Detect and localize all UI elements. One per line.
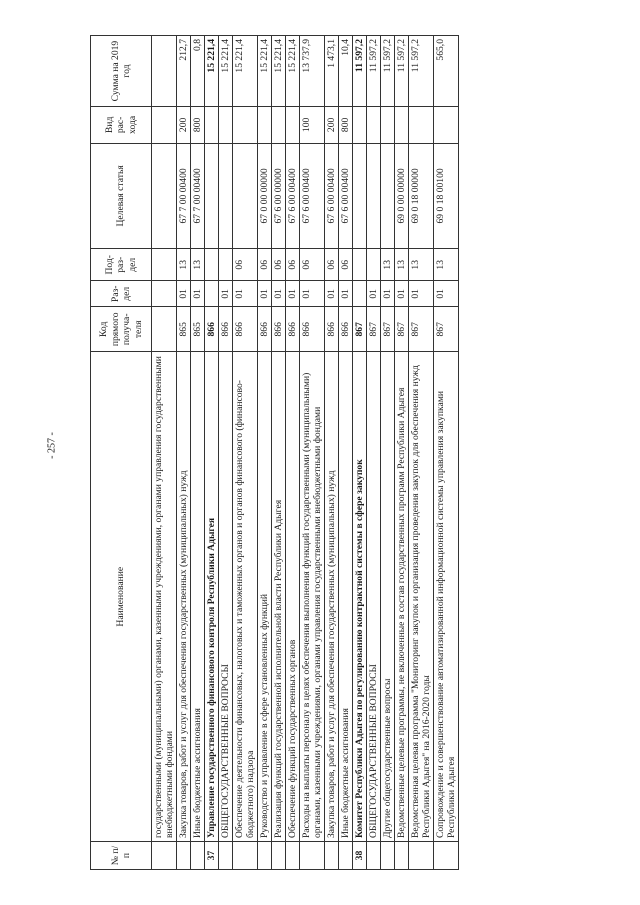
cell-vr: [381, 107, 395, 144]
cell-num: [395, 842, 409, 870]
cell-vr: [434, 107, 459, 144]
cell-code: 866: [272, 307, 286, 352]
header-code: Код прямого получа-теля: [91, 307, 152, 352]
table-row: [152, 36, 177, 870]
cell-rz: 01: [191, 281, 205, 307]
cell-rz: 01: [286, 281, 300, 307]
cell-pr: [205, 249, 219, 281]
table-row: [258, 36, 272, 870]
table-row: [353, 36, 367, 870]
table-row: [367, 36, 381, 870]
cell-rz: 01: [177, 281, 191, 307]
cell-sum: 15 221,4: [219, 36, 233, 107]
cell-sum: 15 221,4: [258, 36, 272, 107]
cell-code: 866: [205, 307, 219, 352]
cell-pr: [367, 249, 381, 281]
cell-rz: [152, 281, 177, 307]
cell-code: 867: [434, 307, 459, 352]
table-row: [272, 36, 286, 870]
cell-cs: [381, 143, 395, 248]
cell-pr: 13: [177, 249, 191, 281]
header-razdel: Раз-дел: [91, 281, 152, 307]
cell-num: 38: [353, 842, 367, 870]
cell-rz: 01: [233, 281, 258, 307]
cell-rz: 01: [395, 281, 409, 307]
cell-code: 865: [177, 307, 191, 352]
cell-code: 866: [258, 307, 272, 352]
cell-name: Руководство и управление в сфере установленных функций: [258, 352, 272, 842]
cell-cs: 69 0 00 00000: [395, 143, 409, 248]
cell-num: [152, 842, 177, 870]
table-row: [434, 36, 459, 870]
cell-vr: [205, 107, 219, 144]
header-sum: Сумма на 2019 год: [91, 36, 152, 107]
cell-sum: 11 597,2: [409, 36, 434, 107]
cell-vr: [367, 107, 381, 144]
cell-pr: 13: [434, 249, 459, 281]
cell-vr: [395, 107, 409, 144]
cell-vr: [152, 107, 177, 144]
table-row: [381, 36, 395, 870]
cell-num: 37: [205, 842, 219, 870]
cell-cs: [152, 143, 177, 248]
cell-name: ОБЩЕГОСУДАРСТВЕННЫЕ ВОПРОСЫ: [219, 352, 233, 842]
cell-name: Комитет Республики Адыгея по регулированию контрактной системы в сфере закупок: [353, 352, 367, 842]
cell-num: [409, 842, 434, 870]
cell-name: ОБЩЕГОСУДАРСТВЕННЫЕ ВОПРОСЫ: [367, 352, 381, 842]
cell-pr: 13: [395, 249, 409, 281]
cell-code: 866: [325, 307, 339, 352]
cell-sum: 15 221,4: [205, 36, 219, 107]
cell-vr: 800: [339, 107, 353, 144]
table-row: [409, 36, 434, 870]
cell-num: [272, 842, 286, 870]
table-row: [205, 36, 219, 870]
cell-sum: 565,0: [434, 36, 459, 107]
cell-num: [300, 842, 325, 870]
cell-cs: 67 7 00 00400: [191, 143, 205, 248]
header-podrazdel: Под-раз-дел: [91, 249, 152, 281]
cell-cs: 67 7 00 00400: [177, 143, 191, 248]
cell-cs: 67 6 00 00400: [325, 143, 339, 248]
cell-sum: 10,4: [339, 36, 353, 107]
cell-name: Обеспечение деятельности финансовых, налоговых и таможенных органов и органов финансового (финансово-бюджетного) надзора: [233, 352, 258, 842]
cell-sum: 11 597,2: [367, 36, 381, 107]
cell-num: [434, 842, 459, 870]
cell-pr: 06: [339, 249, 353, 281]
cell-code: 867: [367, 307, 381, 352]
cell-rz: 01: [300, 281, 325, 307]
cell-code: [152, 307, 177, 352]
cell-cs: 69 0 18 00100: [434, 143, 459, 248]
cell-pr: [219, 249, 233, 281]
cell-name: Другие общегосударственные вопросы: [381, 352, 395, 842]
cell-cs: 67 6 00 00400: [339, 143, 353, 248]
cell-name: Управление государственного финансового контроля Республики Адыгея: [205, 352, 219, 842]
cell-num: [258, 842, 272, 870]
rotated-page: [90, 35, 640, 870]
cell-cs: 67 0 00 00000: [258, 143, 272, 248]
cell-num: [219, 842, 233, 870]
cell-sum: [152, 36, 177, 107]
table-row: [339, 36, 353, 870]
cell-num: [339, 842, 353, 870]
cell-rz: 01: [367, 281, 381, 307]
table-row: [395, 36, 409, 870]
cell-cs: 67 6 00 00400: [300, 143, 325, 248]
cell-name: Закупка товаров, работ и услуг для обеспечения государственных (муниципальных) нужд: [325, 352, 339, 842]
cell-cs: [367, 143, 381, 248]
cell-name: Ведомственные целевые программы, не включенные в состав государственных программ Республики Адыгея: [395, 352, 409, 842]
cell-vr: [286, 107, 300, 144]
cell-name: Ведомственная целевая программа "Мониторинг закупок и организация проведения закупок для обеспечения нужд Республики Адыгея" на 2016-2020 годы: [409, 352, 434, 842]
cell-name: Закупка товаров, работ и услуг для обеспечения государственных (муниципальных) нужд: [177, 352, 191, 842]
table-row: [286, 36, 300, 870]
cell-vr: 100: [300, 107, 325, 144]
cell-cs: 69 0 18 00000: [409, 143, 434, 248]
cell-sum: 11 597,2: [381, 36, 395, 107]
cell-sum: 212,7: [177, 36, 191, 107]
cell-code: 866: [286, 307, 300, 352]
cell-pr: 13: [381, 249, 395, 281]
cell-pr: [152, 249, 177, 281]
cell-rz: 01: [272, 281, 286, 307]
cell-name: Реализация функций государственной исполнительной власти Республики Адыгея: [272, 352, 286, 842]
cell-num: [286, 842, 300, 870]
cell-rz: 01: [339, 281, 353, 307]
cell-vr: 200: [325, 107, 339, 144]
cell-rz: [353, 281, 367, 307]
cell-name: государственными (муниципальными) органами, казенными учреждениями, органами управления государственными внебюджетными фондами: [152, 352, 177, 842]
cell-name: Иные бюджетные ассигнования: [339, 352, 353, 842]
cell-pr: [353, 249, 367, 281]
cell-pr: 06: [300, 249, 325, 281]
cell-rz: 01: [258, 281, 272, 307]
cell-code: 866: [233, 307, 258, 352]
cell-pr: 13: [191, 249, 205, 281]
cell-vr: [409, 107, 434, 144]
cell-pr: 13: [409, 249, 434, 281]
cell-rz: [205, 281, 219, 307]
cell-pr: 06: [286, 249, 300, 281]
cell-vr: [219, 107, 233, 144]
cell-sum: 15 221,4: [272, 36, 286, 107]
page-number: - 257 -: [46, 432, 58, 459]
cell-num: [325, 842, 339, 870]
cell-sum: 15 221,4: [286, 36, 300, 107]
table-row: [191, 36, 205, 870]
cell-num: [233, 842, 258, 870]
cell-code: 866: [219, 307, 233, 352]
cell-cs: [233, 143, 258, 248]
cell-pr: 06: [325, 249, 339, 281]
cell-cs: [353, 143, 367, 248]
cell-code: 866: [300, 307, 325, 352]
cell-rz: 01: [409, 281, 434, 307]
cell-code: 867: [353, 307, 367, 352]
table-row: [300, 36, 325, 870]
table-row: [219, 36, 233, 870]
cell-vr: [258, 107, 272, 144]
cell-num: [381, 842, 395, 870]
cell-rz: 01: [381, 281, 395, 307]
header-name: Наименование: [91, 352, 152, 842]
cell-vr: [353, 107, 367, 144]
cell-code: 867: [409, 307, 434, 352]
table-header-row: [91, 36, 152, 870]
cell-name: Сопровождение и совершенствование автоматизированной информационной системы управления закупками Республики Адыгея: [434, 352, 459, 842]
cell-code: 865: [191, 307, 205, 352]
cell-vr: 800: [191, 107, 205, 144]
table-row: [177, 36, 191, 870]
cell-cs: [219, 143, 233, 248]
cell-sum: 1 473,1: [325, 36, 339, 107]
header-vr: Вид рас-хода: [91, 107, 152, 144]
cell-pr: 06: [233, 249, 258, 281]
table-row: [325, 36, 339, 870]
cell-pr: 06: [258, 249, 272, 281]
cell-rz: 01: [219, 281, 233, 307]
cell-name: Обеспечение функций государственных органов: [286, 352, 300, 842]
cell-sum: 13 737,9: [300, 36, 325, 107]
header-cs: Целевая статья: [91, 143, 152, 248]
cell-vr: 200: [177, 107, 191, 144]
cell-cs: [205, 143, 219, 248]
cell-cs: 67 6 00 00000: [272, 143, 286, 248]
cell-num: [177, 842, 191, 870]
cell-sum: 15 221,4: [233, 36, 258, 107]
cell-rz: 01: [434, 281, 459, 307]
cell-vr: [272, 107, 286, 144]
cell-code: 867: [395, 307, 409, 352]
cell-code: 866: [339, 307, 353, 352]
cell-name: Иные бюджетные ассигнования: [191, 352, 205, 842]
budget-table: [90, 35, 459, 870]
cell-pr: 06: [272, 249, 286, 281]
cell-sum: 11 597,2: [395, 36, 409, 107]
table-row: [233, 36, 258, 870]
cell-num: [191, 842, 205, 870]
header-num: № п/п: [91, 842, 152, 870]
cell-sum: 0,8: [191, 36, 205, 107]
cell-vr: [233, 107, 258, 144]
cell-code: 867: [381, 307, 395, 352]
cell-name: Расходы на выплаты персоналу в целях обеспечения выполнения функций государственными (муниципальными) органами, казенными учреждениями, органами управления государственными внебюджетными фондами: [300, 352, 325, 842]
cell-sum: 11 597,2: [353, 36, 367, 107]
cell-rz: 01: [325, 281, 339, 307]
cell-num: [367, 842, 381, 870]
cell-cs: 67 6 00 00400: [286, 143, 300, 248]
